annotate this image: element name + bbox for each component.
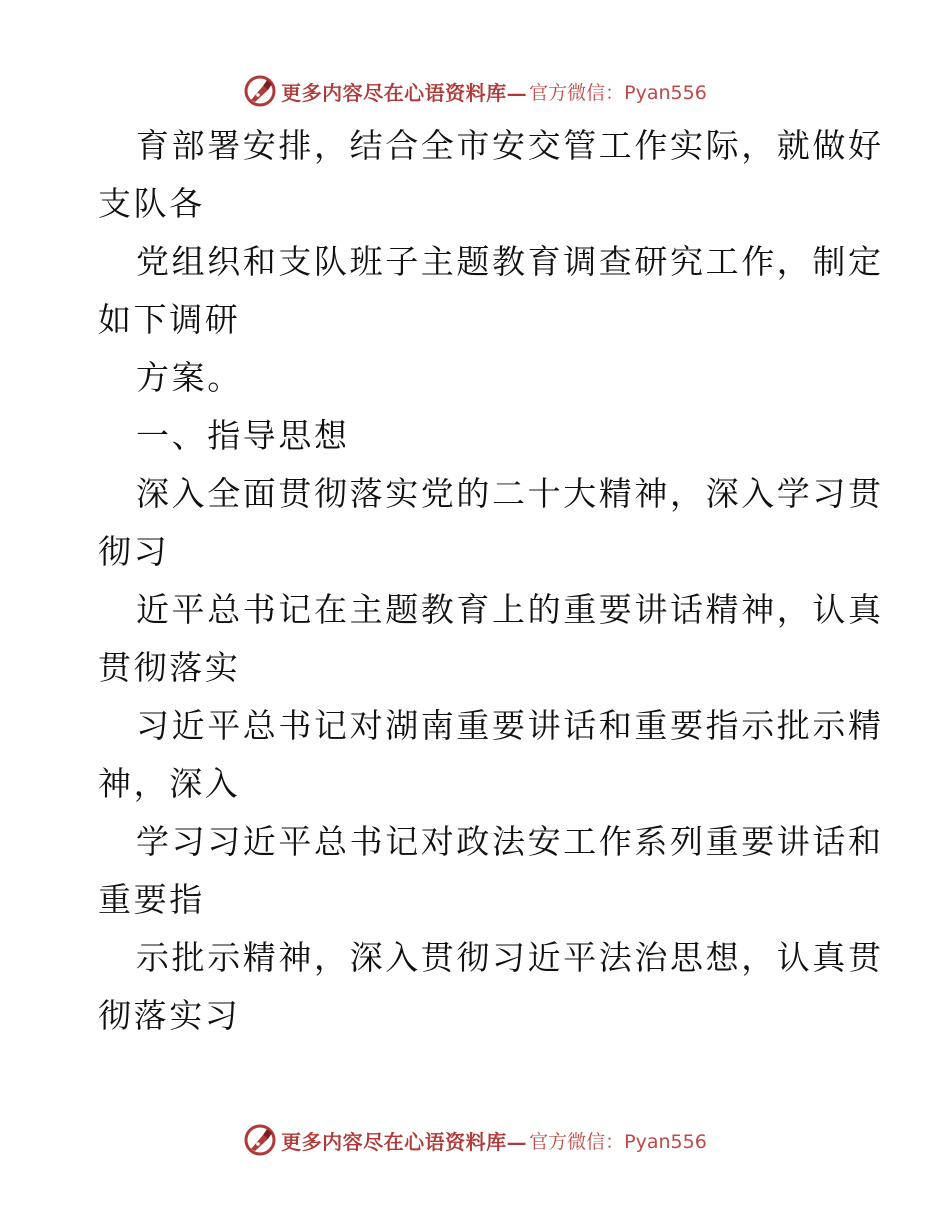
banner-promo-text: 更多内容尽在心语资料库— <box>281 1129 528 1154</box>
body-line: 重要指 <box>98 880 205 919</box>
banner-contact-text: 官方微信：Pyan556 <box>529 1130 707 1153</box>
body-line: 学习习近平总书记对政法安工作系列重要讲话和 <box>136 822 884 861</box>
document-body <box>98 117 884 1045</box>
pen-nib-logo-icon <box>243 74 277 108</box>
header-banner <box>0 71 950 111</box>
footer-banner <box>0 1120 950 1160</box>
body-line: 如下调研 <box>98 300 241 339</box>
body-line: 习近平总书记对湖南重要讲话和重要指示批示精 <box>136 706 884 745</box>
pen-nib-logo-icon <box>243 1123 277 1157</box>
body-line: 支队各 <box>98 184 205 223</box>
body-line: 神，深入 <box>98 764 241 803</box>
body-line: 育部署安排，结合全市安交管工作实际，就做好 <box>136 126 884 165</box>
body-line: 示批示精神，深入贯彻习近平法治思想，认真贯 <box>136 938 884 977</box>
body-line: 党组织和支队班子主题教育调查研究工作，制定 <box>136 242 884 281</box>
body-line: 彻习 <box>98 532 170 571</box>
banner-promo-text: 更多内容尽在心语资料库— <box>281 80 528 105</box>
body-line: 深入全面贯彻落实党的二十大精神，深入学习贯 <box>136 474 884 513</box>
section-heading: 一、指导思想 <box>136 416 350 455</box>
banner-contact-text: 官方微信：Pyan556 <box>529 81 707 104</box>
body-line: 近平总书记在主题教育上的重要讲话精神，认真 <box>136 590 884 629</box>
body-line: 彻落实习 <box>98 996 241 1035</box>
body-line: 贯彻落实 <box>98 648 241 687</box>
body-line: 方案。 <box>136 358 243 397</box>
